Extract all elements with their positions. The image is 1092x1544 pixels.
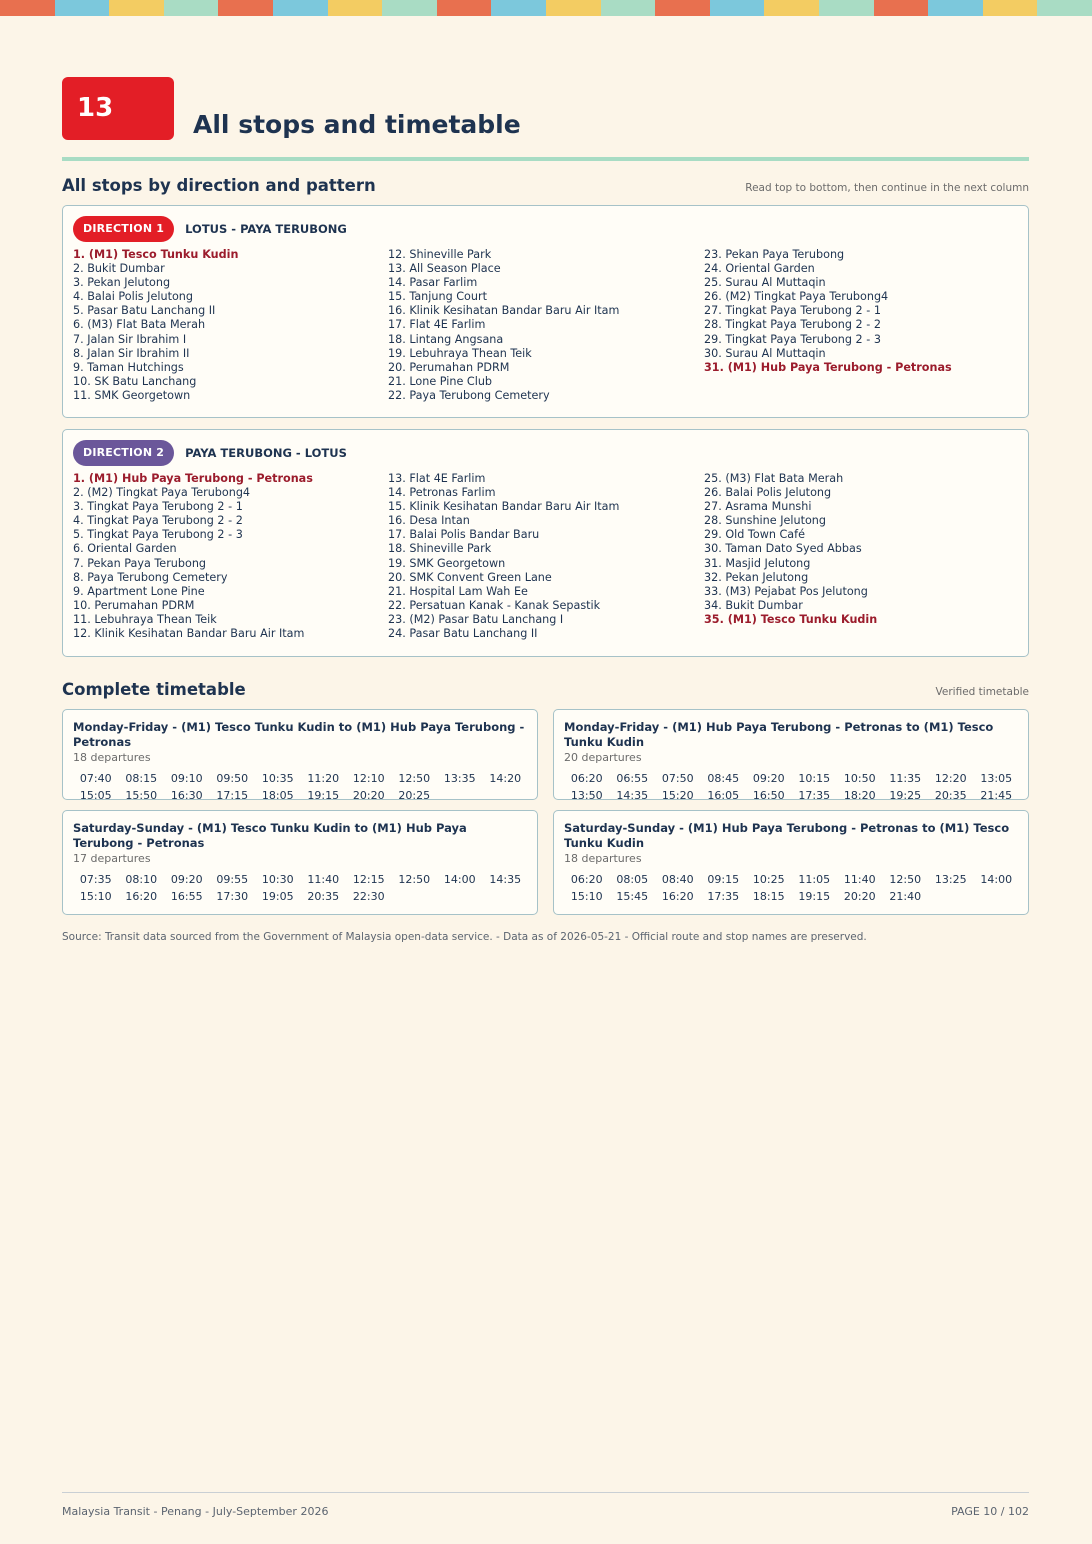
departure-time: 07:50 xyxy=(661,772,694,785)
timetable-section-header xyxy=(62,680,1029,699)
departure-time: 08:15 xyxy=(125,772,158,785)
stop-item: 15. Tanjung Court xyxy=(388,290,487,304)
stop-item: 21. Lone Pine Club xyxy=(388,374,493,388)
stop-item: 31. Masjid Jelutong xyxy=(704,556,811,570)
departure-time: 14:35 xyxy=(616,789,649,802)
direction-1-stops-col-3 xyxy=(704,248,1014,375)
stripe-segment xyxy=(819,0,874,16)
departure-time: 11:20 xyxy=(307,772,340,785)
departure-time: 09:50 xyxy=(216,772,249,785)
stop-item: 13. All Season Place xyxy=(388,262,501,276)
timetable-weekday-inbound xyxy=(553,709,1029,800)
stop-item: 26. (M2) Tingkat Paya Terubong4 xyxy=(704,290,889,304)
direction-1-header xyxy=(73,216,347,242)
departure-time: 12:10 xyxy=(352,772,385,785)
departure-time: 17:35 xyxy=(707,890,740,903)
direction-2-header xyxy=(73,440,347,466)
departure-time: 13:25 xyxy=(934,873,967,886)
stop-item: 18. Shineville Park xyxy=(388,542,492,556)
timetable-times xyxy=(73,770,527,804)
timetable-count: 20 departures xyxy=(564,751,642,764)
title-divider xyxy=(62,157,1029,161)
departure-time: 20:35 xyxy=(307,890,340,903)
stripe-segment xyxy=(273,0,328,16)
stop-item: 6. Oriental Garden xyxy=(73,542,177,556)
stop-item: 16. Desa Intan xyxy=(388,514,470,528)
timetable-weekday-outbound xyxy=(62,709,538,800)
departure-time: 12:50 xyxy=(889,873,922,886)
departure-time: 13:05 xyxy=(980,772,1013,785)
timetable-count: 18 departures xyxy=(564,852,642,865)
source-note: Source: Transit data sourced from the Government of Malaysia open-data service. - Data as of 2026-05-21 - Official route and stop names are preserved. xyxy=(62,931,867,943)
departure-time: 16:50 xyxy=(752,789,785,802)
departure-time: 18:05 xyxy=(261,789,294,802)
timetable-section-title: Complete timetable xyxy=(62,680,246,699)
color-stripe xyxy=(0,0,1092,16)
departure-time: 11:40 xyxy=(307,873,340,886)
departure-time: 17:30 xyxy=(216,890,249,903)
departure-time: 08:10 xyxy=(125,873,158,886)
stop-item: 29. Tingkat Paya Terubong 2 - 3 xyxy=(704,332,881,346)
stop-item: 9. Taman Hutchings xyxy=(73,360,184,374)
departure-time: 07:40 xyxy=(79,772,112,785)
stop-item: 15. Klinik Kesihatan Bandar Baru Air Itam xyxy=(388,500,620,514)
timetable-count: 17 departures xyxy=(73,852,151,865)
departure-time: 16:05 xyxy=(707,789,740,802)
departure-time: 11:40 xyxy=(843,873,876,886)
timetable-title: Monday-Friday - (M1) Hub Paya Terubong - Petronas to (M1) Tesco Tunku Kudin xyxy=(564,720,994,749)
stop-item: 30. Surau Al Muttaqin xyxy=(704,346,826,360)
departure-time: 09:15 xyxy=(707,873,740,886)
stripe-segment xyxy=(55,0,110,16)
departure-time: 15:10 xyxy=(79,890,112,903)
stop-item: 24. Pasar Batu Lanchang II xyxy=(388,627,538,641)
stop-item: 21. Hospital Lam Wah Ee xyxy=(388,584,528,598)
departure-time: 15:10 xyxy=(570,890,603,903)
direction-2-stops-col-3 xyxy=(704,472,1014,627)
timetable-times xyxy=(73,871,527,905)
departure-time: 14:20 xyxy=(489,772,522,785)
departure-time: 13:35 xyxy=(443,772,476,785)
stop-item: 1. (M1) Hub Paya Terubong - Petronas xyxy=(73,472,313,485)
stop-item: 11. SMK Georgetown xyxy=(73,388,191,402)
departure-time: 11:35 xyxy=(889,772,922,785)
stripe-segment xyxy=(546,0,601,16)
stops-section-title: All stops by direction and pattern xyxy=(62,176,376,195)
departure-time: 14:35 xyxy=(489,873,522,886)
stop-item: 20. Perumahan PDRM xyxy=(388,360,510,374)
stop-item: 23. (M2) Pasar Batu Lanchang I xyxy=(388,612,564,626)
departure-time: 09:20 xyxy=(752,772,785,785)
stop-item: 23. Pekan Paya Terubong xyxy=(704,248,845,261)
stop-item: 6. (M3) Flat Bata Merah xyxy=(73,318,206,332)
stop-item: 20. SMK Convent Green Lane xyxy=(388,570,552,584)
direction-2-pill: DIRECTION 2 xyxy=(73,440,174,466)
route-number-badge xyxy=(62,77,174,140)
stop-item: 5. Tingkat Paya Terubong 2 - 3 xyxy=(73,528,243,542)
stop-item: 14. Petronas Farlim xyxy=(388,486,496,500)
departure-time: 20:20 xyxy=(843,890,876,903)
departure-time: 12:15 xyxy=(352,873,385,886)
stop-item: 3. Pekan Jelutong xyxy=(73,276,171,290)
stop-item: 8. Paya Terubong Cemetery xyxy=(73,570,228,584)
timetable-weekend-inbound xyxy=(553,810,1029,915)
direction-2-box xyxy=(62,429,1029,657)
stop-item: 4. Tingkat Paya Terubong 2 - 2 xyxy=(73,514,243,528)
stop-item: 17. Flat 4E Farlim xyxy=(388,318,486,332)
departure-time: 17:35 xyxy=(798,789,831,802)
timetable-weekend-outbound xyxy=(62,810,538,915)
timetable-times xyxy=(564,871,1018,905)
stripe-segment xyxy=(491,0,546,16)
stop-item: 17. Balai Polis Bandar Baru xyxy=(388,528,540,542)
departure-time: 17:15 xyxy=(216,789,249,802)
departure-time: 15:05 xyxy=(79,789,112,802)
departure-time: 12:20 xyxy=(934,772,967,785)
departure-time: 08:05 xyxy=(616,873,649,886)
departure-time: 16:20 xyxy=(125,890,158,903)
stop-item: 28. Tingkat Paya Terubong 2 - 2 xyxy=(704,318,881,332)
stop-item: 25. (M3) Flat Bata Merah xyxy=(704,472,844,485)
stop-item: 9. Apartment Lone Pine xyxy=(73,584,205,598)
stop-item: 18. Lintang Angsana xyxy=(388,332,504,346)
direction-1-stops-col-1 xyxy=(73,248,383,403)
departure-time: 15:20 xyxy=(661,789,694,802)
departure-time: 15:45 xyxy=(616,890,649,903)
departure-time: 16:20 xyxy=(661,890,694,903)
timetable-times xyxy=(564,770,1018,804)
timetable-title: Saturday-Sunday - (M1) Hub Paya Terubong - Petronas to (M1) Tesco Tunku Kudin xyxy=(564,821,1010,850)
departure-time: 19:05 xyxy=(261,890,294,903)
departure-time: 21:45 xyxy=(980,789,1013,802)
stop-item: 30. Taman Dato Syed Abbas xyxy=(704,542,862,556)
stop-item: 1. (M1) Tesco Tunku Kudin xyxy=(73,248,239,261)
direction-2-name: PAYA TERUBONG - LOTUS xyxy=(185,446,347,460)
stripe-segment xyxy=(437,0,492,16)
stripe-segment xyxy=(874,0,929,16)
direction-2-stops-col-1 xyxy=(73,472,383,641)
departure-time: 08:45 xyxy=(707,772,740,785)
stop-item: 8. Jalan Sir Ibrahim II xyxy=(73,346,190,360)
departure-time: 10:15 xyxy=(798,772,831,785)
departure-time: 18:20 xyxy=(843,789,876,802)
departure-time: 12:50 xyxy=(398,772,431,785)
stop-item: 22. Persatuan Kanak - Kanak Sepastik xyxy=(388,598,601,612)
timetable-title: Saturday-Sunday - (M1) Tesco Tunku Kudin to (M1) Hub Paya Terubong - Petronas xyxy=(73,821,467,850)
stops-section-note: Read top to bottom, then continue in the next column xyxy=(745,182,1029,194)
direction-1-stops-col-2 xyxy=(388,248,698,403)
stripe-segment xyxy=(1037,0,1092,16)
timetable-title: Monday-Friday - (M1) Tesco Tunku Kudin to (M1) Hub Paya Terubong - Petronas xyxy=(73,720,525,749)
stop-item: 2. Bukit Dumbar xyxy=(73,262,165,276)
departure-time: 22:30 xyxy=(352,890,385,903)
stripe-segment xyxy=(710,0,765,16)
departure-time: 08:40 xyxy=(661,873,694,886)
departure-time: 09:55 xyxy=(216,873,249,886)
stop-item: 25. Surau Al Muttaqin xyxy=(704,276,826,290)
footer-page-number: PAGE 10 / 102 xyxy=(951,1505,1029,1518)
departure-time: 21:40 xyxy=(889,890,922,903)
departure-time: 20:20 xyxy=(352,789,385,802)
stripe-segment xyxy=(764,0,819,16)
stripe-segment xyxy=(164,0,219,16)
route-number: 13 xyxy=(77,93,114,123)
departure-time: 15:50 xyxy=(125,789,158,802)
stripe-segment xyxy=(109,0,164,16)
departure-time: 16:30 xyxy=(170,789,203,802)
timetable-section-note: Verified timetable xyxy=(935,686,1029,698)
stop-item: 31. (M1) Hub Paya Terubong - Petronas xyxy=(704,360,952,374)
stripe-segment xyxy=(328,0,383,16)
stop-item: 24. Oriental Garden xyxy=(704,262,815,276)
stripe-segment xyxy=(0,0,55,16)
departure-time: 13:50 xyxy=(570,789,603,802)
stop-item: 29. Old Town Café xyxy=(704,528,805,542)
stops-section-header xyxy=(62,176,1029,195)
stop-item: 28. Sunshine Jelutong xyxy=(704,514,826,528)
stop-item: 7. Pekan Paya Terubong xyxy=(73,556,207,570)
stop-item: 12. Klinik Kesihatan Bandar Baru Air Itam xyxy=(73,627,305,641)
direction-1-box xyxy=(62,205,1029,418)
stop-item: 11. Lebuhraya Thean Teik xyxy=(73,612,217,626)
stripe-segment xyxy=(218,0,273,16)
departure-time: 14:00 xyxy=(980,873,1013,886)
stop-item: 22. Paya Terubong Cemetery xyxy=(388,388,550,402)
stop-item: 34. Bukit Dumbar xyxy=(704,598,803,612)
stop-item: 10. Perumahan PDRM xyxy=(73,598,195,612)
stop-item: 19. Lebuhraya Thean Teik xyxy=(388,346,532,360)
departure-time: 20:25 xyxy=(398,789,431,802)
stripe-segment xyxy=(983,0,1038,16)
direction-1-name: LOTUS - PAYA TERUBONG xyxy=(185,222,347,236)
departure-time: 09:20 xyxy=(170,873,203,886)
departure-time: 19:15 xyxy=(307,789,340,802)
departure-time: 10:50 xyxy=(843,772,876,785)
stop-item: 19. SMK Georgetown xyxy=(388,556,506,570)
stop-item: 3. Tingkat Paya Terubong 2 - 1 xyxy=(73,500,243,514)
departure-time: 20:35 xyxy=(934,789,967,802)
departure-time: 10:35 xyxy=(261,772,294,785)
departure-time: 06:20 xyxy=(570,772,603,785)
stop-item: 10. SK Batu Lanchang xyxy=(73,374,197,388)
stop-item: 35. (M1) Tesco Tunku Kudin xyxy=(704,612,878,626)
stop-item: 32. Pekan Jelutong xyxy=(704,570,809,584)
direction-1-pill: DIRECTION 1 xyxy=(73,216,174,242)
departure-time: 10:30 xyxy=(261,873,294,886)
departure-time: 06:20 xyxy=(570,873,603,886)
stop-item: 5. Pasar Batu Lanchang II xyxy=(73,304,216,318)
departure-time: 18:15 xyxy=(752,890,785,903)
stop-item: 33. (M3) Pejabat Pos Jelutong xyxy=(704,584,868,598)
stripe-segment xyxy=(928,0,983,16)
stop-item: 13. Flat 4E Farlim xyxy=(388,472,486,485)
stop-item: 27. Asrama Munshi xyxy=(704,500,812,514)
stripe-segment xyxy=(382,0,437,16)
stripe-segment xyxy=(655,0,710,16)
stop-item: 14. Pasar Farlim xyxy=(388,276,478,290)
stop-item: 7. Jalan Sir Ibrahim I xyxy=(73,332,187,346)
departure-time: 19:25 xyxy=(889,789,922,802)
departure-time: 11:05 xyxy=(798,873,831,886)
footer-divider xyxy=(62,1492,1029,1493)
departure-time: 19:15 xyxy=(798,890,831,903)
stop-item: 16. Klinik Kesihatan Bandar Baru Air Itam xyxy=(388,304,620,318)
stripe-segment xyxy=(601,0,656,16)
direction-2-stops-col-2 xyxy=(388,472,698,641)
page-title: All stops and timetable xyxy=(193,110,521,139)
stop-item: 2. (M2) Tingkat Paya Terubong4 xyxy=(73,486,251,500)
stop-item: 26. Balai Polis Jelutong xyxy=(704,486,832,500)
departure-time: 12:50 xyxy=(398,873,431,886)
departure-time: 06:55 xyxy=(616,772,649,785)
timetable-count: 18 departures xyxy=(73,751,151,764)
stop-item: 12. Shineville Park xyxy=(388,248,492,261)
departure-time: 16:55 xyxy=(170,890,203,903)
stop-item: 27. Tingkat Paya Terubong 2 - 1 xyxy=(704,304,881,318)
departure-time: 10:25 xyxy=(752,873,785,886)
footer-publication: Malaysia Transit - Penang - July-September 2026 xyxy=(62,1505,329,1518)
departure-time: 07:35 xyxy=(79,873,112,886)
stop-item: 4. Balai Polis Jelutong xyxy=(73,290,193,304)
departure-time: 09:10 xyxy=(170,772,203,785)
departure-time: 14:00 xyxy=(443,873,476,886)
